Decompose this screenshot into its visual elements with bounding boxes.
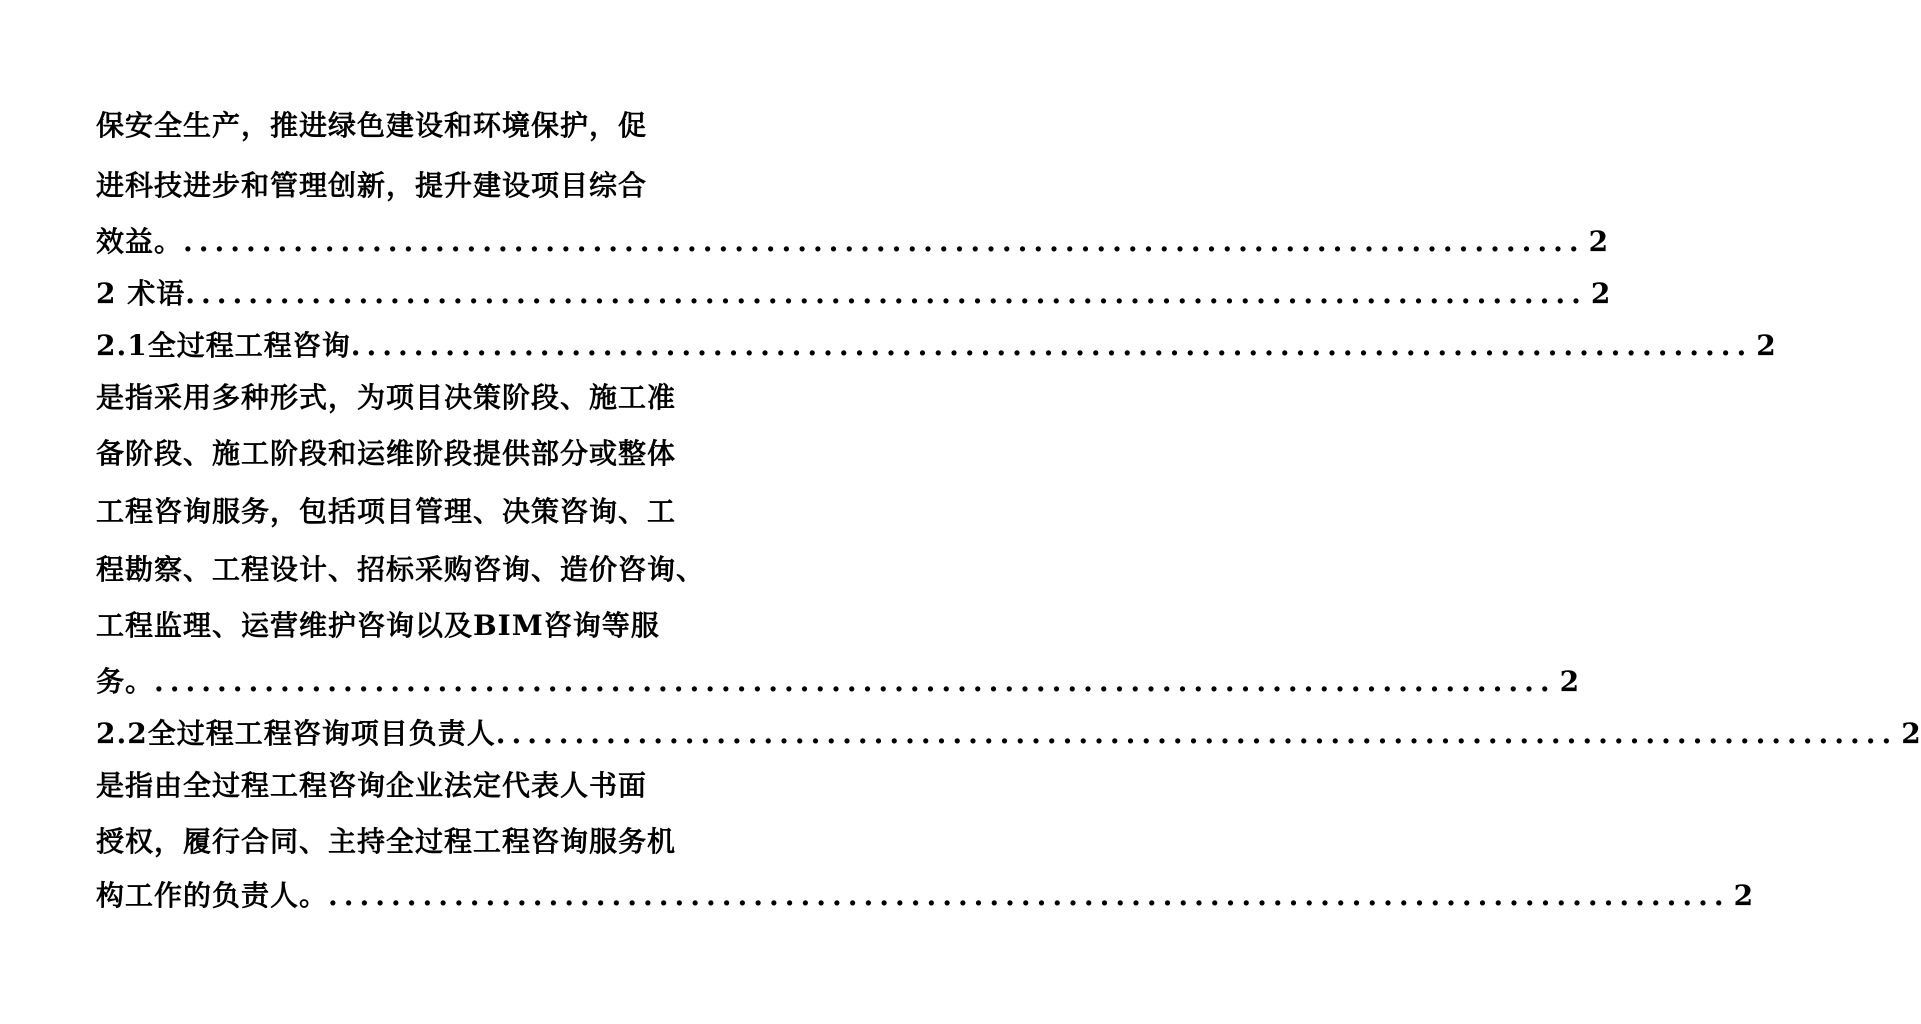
toc-entry-text: 务。 <box>96 665 155 698</box>
dot-leader <box>328 874 1730 918</box>
body-text-line <box>96 432 677 476</box>
toc-page-number: 2 <box>1590 277 1611 310</box>
body-text-line <box>96 164 648 208</box>
body-text-line <box>96 104 648 148</box>
dot-leader <box>496 712 1898 756</box>
toc-entry <box>96 324 1776 368</box>
body-text-line <box>96 764 648 808</box>
body-text-line <box>96 820 677 864</box>
body-text-line <box>96 490 677 534</box>
toc-page-number: 2 <box>1756 329 1776 362</box>
toc-entry-text: 效益。 <box>96 225 184 258</box>
toc-entry-text: 构工作的负责人。 <box>96 879 329 912</box>
toc-entry <box>96 272 1611 316</box>
line-text: 是指由全过程工程咨询企业法定代表人书面 <box>96 769 648 802</box>
toc-entry <box>96 220 1609 264</box>
body-text-line <box>96 604 660 648</box>
toc-entry-text: 2.1全过程工程咨询 <box>96 329 351 362</box>
line-text: 授权，履行合同、主持全过程工程咨询服务机 <box>96 825 677 858</box>
line-text: 保安全生产，推进绿色建设和环境保护，促 <box>96 109 648 142</box>
line-text: 进科技进步和管理创新，提升建设项目综合 <box>96 169 648 202</box>
toc-page-number: 2 <box>1588 225 1609 258</box>
toc-entry <box>96 660 1580 704</box>
body-text-line <box>96 548 706 592</box>
toc-entry-text: 2.2全过程工程咨询项目负责人 <box>96 717 496 750</box>
dot-leader <box>185 272 1587 316</box>
toc-entry-text: 2 术语 <box>96 277 186 310</box>
toc-page-number: 2 <box>1901 717 1921 750</box>
line-text: 程勘察、工程设计、招标采购咨询、造价咨询、 <box>96 553 706 586</box>
body-text-line <box>96 376 677 420</box>
toc-page-number: 2 <box>1733 879 1754 912</box>
dot-leader <box>183 220 1585 264</box>
toc-entry <box>96 874 1754 918</box>
toc-entry <box>96 712 1921 756</box>
dot-leader <box>154 660 1556 704</box>
line-text: 备阶段、施工阶段和运维阶段提供部分或整体 <box>96 437 677 470</box>
toc-page-number: 2 <box>1559 665 1580 698</box>
line-text: 工程监理、运营维护咨询以及BIM咨询等服 <box>96 609 660 642</box>
line-text: 工程咨询服务，包括项目管理、决策咨询、工 <box>96 495 677 528</box>
line-text: 是指采用多种形式，为项目决策阶段、施工准 <box>96 381 677 414</box>
dot-leader <box>351 324 1753 368</box>
